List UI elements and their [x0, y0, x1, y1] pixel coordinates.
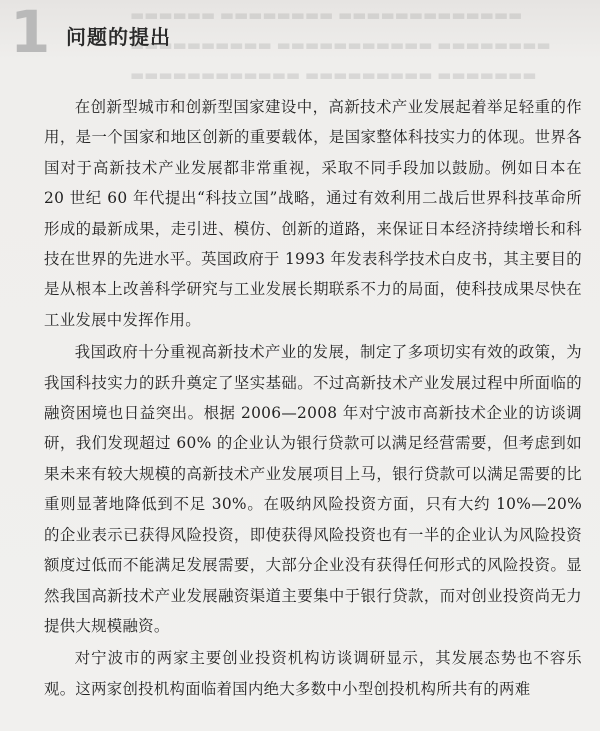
section-title: 问题的提出 [66, 24, 171, 49]
paragraph-2: 我国政府十分重视高新技术产业的发展，制定了多项切实有效的政策，为我国科技实力的跃升奠定了坚实基础。不过高新技术产业发展过程中所面临的融资困境也日益突出。根据 2006—2008 年对宁波市高新技术企业的访谈调研，我们发现超过 60% 的企业认为银行贷款可以满足经营需要，但考虑到如果未来有较大规模的高新技术产业发展项目上马，银行贷款可以满足需要的比重则显著地降低到不足 30%。在吸纳风险投资方面，只有大约 10%—20% 的企业表示已获得风险投资，即使获得风险投资也有一半的企业认为风险投资额度过低而不能满足发展需要，大部分企业没有获得任何形式的风险投资。显然我国高新技术产业发展融资渠道主要集中于银行贷款，而对创业投资尚无力提供大规模融资。 [44, 343, 582, 635]
paragraph-1: 在创新型城市和创新型国家建设中，高新技术产业发展起着举足轻重的作用，是一个国家和地区创新的重要载体，是国家整体科技实力的体现。世界各国对于高新技术产业发展都非常重视，采取不同手段加以鼓励。例如日本在 20 世纪 60 年代提出“科技立国”战略，通过有效利用二战后世界科技革命所形成的最新成果，走引进、模仿、创新的道路，来保证日本经济持续增长和科技在世界的先进水平。英国政府于 1993 年发表科学技术白皮书，其主要目的是从根本上改善科学研究与工业发展长期联系不力的局面，使科技成果尽快在工业发展中发挥作用。 [44, 98, 582, 329]
paragraph-3: 对宁波市的两家主要创业投资机构访谈调研显示，其发展态势也不容乐观。这两家创投机构面临着国内绝大多数中小型创投机构所共有的两难 [44, 649, 582, 698]
body-text [44, 92, 582, 706]
section-header [10, 0, 171, 66]
bleed-through-texture: ▬▬▬▬▬▬ ▬▬▬▬▬▬▬▬ ▬▬▬▬▬▬▬▬▬▬▬▬▬ ▬▬▬▬▬▬▬▬▬▬ ▬▬▬▬▬▬▬▬▬▬▬ ▬▬▬▬▬▬▬▬ ▬▬▬▬▬▬▬▬▬▬▬▬ ▬▬▬▬▬▬▬▬▬ ▬▬▬▬▬▬▬ [130, 6, 551, 84]
section-number: 1 [10, 0, 49, 66]
